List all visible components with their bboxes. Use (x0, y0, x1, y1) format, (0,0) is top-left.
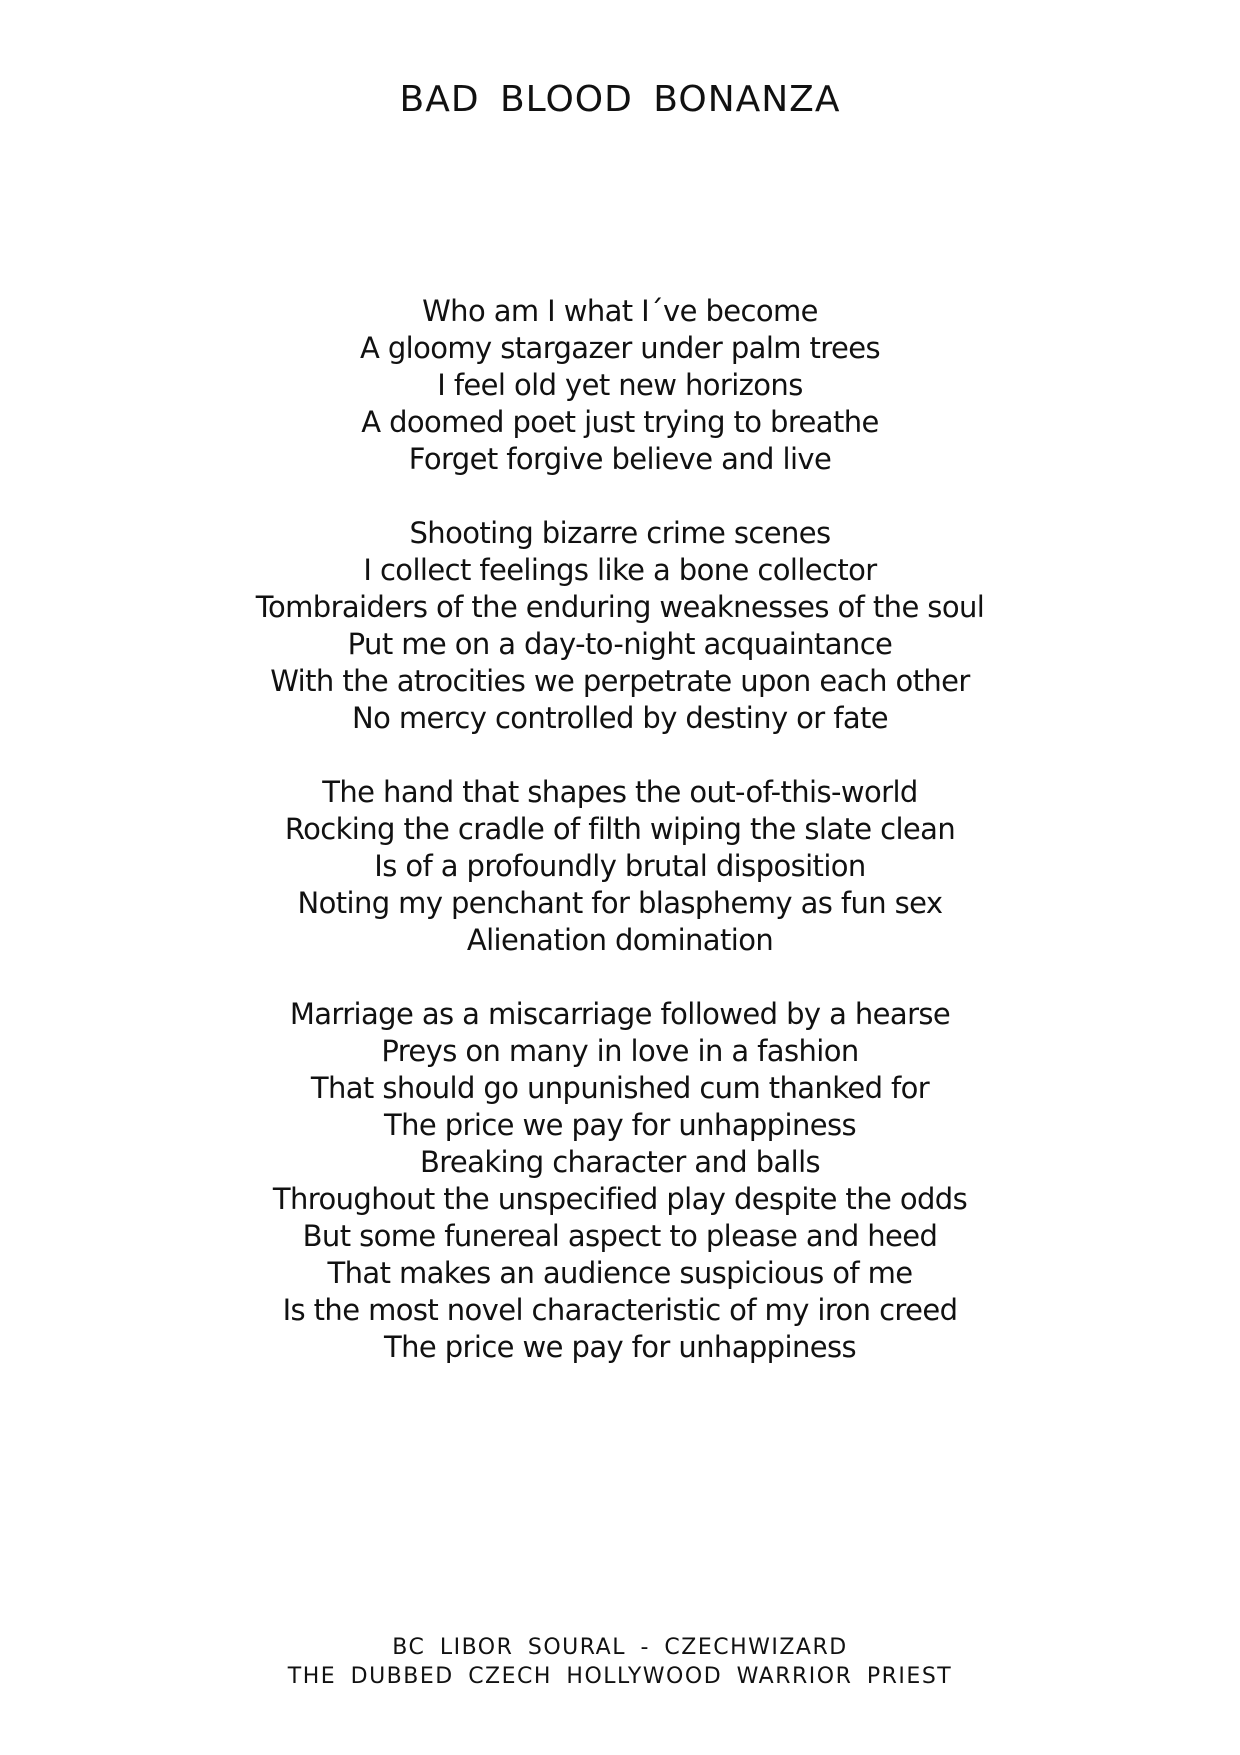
poem-line: The hand that shapes the out-of-this-world (322, 775, 918, 809)
author-footer (0, 1633, 1240, 1691)
poem-line: Noting my penchant for blasphemy as fun sex (297, 886, 943, 920)
stanza-3 (0, 774, 1240, 959)
poem-line: Who am I what I´ve become (422, 294, 818, 328)
poem-line: Breaking character and balls (419, 1145, 821, 1179)
poem-line: I feel old yet new horizons (437, 368, 803, 402)
poem-line: No mercy controlled by destiny or fate (351, 701, 889, 735)
poem-line: Throughout the unspecified play despite the odds (272, 1182, 968, 1216)
poem-body (0, 293, 1240, 1403)
poem-line: A gloomy stargazer under palm trees (360, 331, 880, 365)
poem-line: Shooting bizarre crime scenes (409, 516, 831, 550)
poem-line: Preys on many in love in a fashion (381, 1034, 859, 1068)
poem-line: Rocking the cradle of filth wiping the slate clean (284, 812, 956, 846)
poem-line: Is the most novel characteristic of my iron creed (282, 1293, 958, 1327)
poem-line: I collect feelings like a bone collector (363, 553, 877, 587)
poem-line: The price we pay for unhappiness (383, 1330, 856, 1364)
poem-line: Put me on a day-to-night acquaintance (347, 627, 893, 661)
poem-line: The price we pay for unhappiness (383, 1108, 856, 1142)
poem-line: Tombraiders of the enduring weaknesses of the soul (255, 590, 985, 624)
stanza-1 (0, 293, 1240, 478)
poem-line: Is of a profoundly brutal disposition (374, 849, 866, 883)
poem-line: Forget forgive believe and live (408, 442, 832, 476)
poem-title: BAD BLOOD BONANZA (399, 79, 841, 120)
poem-line: With the atrocities we perpetrate upon each other (270, 664, 970, 698)
stanza-2 (0, 515, 1240, 737)
author-name: BC LIBOR SOURAL - CZECHWIZARD (392, 1635, 848, 1660)
poem-line: That should go unpunished cum thanked for (310, 1071, 930, 1105)
poem-line: Marriage as a miscarriage followed by a hearse (289, 997, 951, 1031)
poem-line: That makes an audience suspicious of me (327, 1256, 913, 1290)
poem-line: But some funereal aspect to please and heed (302, 1219, 938, 1253)
stanza-4 (0, 996, 1240, 1366)
author-tagline: THE DUBBED CZECH HOLLYWOOD WARRIOR PRIEST (287, 1664, 953, 1689)
poem-line: Alienation domination (466, 923, 774, 957)
poem-line: A doomed poet just trying to breathe (361, 405, 879, 439)
